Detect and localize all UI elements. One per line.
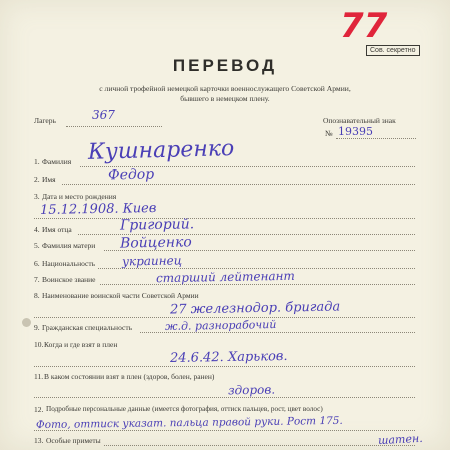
document-title: ПЕРЕВОД <box>172 56 278 75</box>
field-number: 1. <box>34 157 40 166</box>
field-number: 13. <box>34 436 44 445</box>
field-number: 3. <box>34 192 40 201</box>
document-subtitle-line-2: бывшего в немецком плену. <box>180 94 270 103</box>
field-line <box>104 445 415 446</box>
id-mark-line <box>336 138 416 139</box>
field-number: 2. <box>34 175 40 184</box>
field-value-condition: здоров. <box>227 382 276 398</box>
field-label-civil-specialty: Гражданская специальность <box>42 323 133 332</box>
document-subtitle-line-1: с личной трофейной немецкой карточки военнослужащего Советской Армии, <box>99 84 351 93</box>
field-label-mother-surname: Фамилия матери <box>42 241 96 250</box>
camp-line <box>66 126 162 127</box>
field-label-special-marks: Особые приметы <box>46 436 101 445</box>
field-label-condition: В каком состоянии взят в плен (здоров, болен, ранен) <box>44 372 215 381</box>
field-label-military-unit: Наименование воинской части Советской Армии <box>42 291 199 300</box>
field-label-rank: Воинское звание <box>42 275 96 284</box>
field-number: 9. <box>34 323 40 332</box>
field-number: 6. <box>34 259 40 268</box>
id-mark-value: 19395 <box>338 125 373 138</box>
field-value-capture: 24.6.42. Харьков. <box>169 348 288 367</box>
field-value-birth: 15.12.1908. Киев <box>39 200 157 219</box>
field-label-birth: Дата и место рождения <box>42 192 117 201</box>
field-line <box>34 317 415 318</box>
id-mark-prefix: № <box>325 129 333 138</box>
archive-stamp-number: 77 <box>340 6 388 46</box>
field-label-nationality: Национальность <box>42 259 96 268</box>
field-number: 4. <box>34 225 40 234</box>
field-value-military-unit: 27 железнодор. бригада <box>169 299 341 318</box>
punch-hole <box>22 318 31 327</box>
classification-mark: Сов. секретно <box>366 45 420 56</box>
field-line <box>100 284 415 285</box>
field-value-civil-specialty: ж.д. разнорабочий <box>164 318 277 333</box>
field-value-personal-data: Фото, оттиск указат. пальца правой руки. Рост 175. <box>35 414 343 432</box>
field-number: 5. <box>34 241 40 250</box>
field-line <box>34 397 415 398</box>
field-label-personal-data: Подробные персональные данные (имеется фотография, оттиск пальцев, рост, цвет волос) <box>46 405 323 413</box>
field-value-special-marks: шатен. <box>377 431 423 448</box>
field-value-father-name: Григорий. <box>119 216 195 234</box>
field-value-rank: старший лейтенант <box>155 268 295 286</box>
field-number: 8. <box>34 291 40 300</box>
field-line <box>62 184 415 185</box>
id-mark-label: Опознавательный знак <box>323 116 396 125</box>
field-number: 12. <box>34 405 44 414</box>
field-label-first-name: Имя <box>42 175 56 184</box>
field-line <box>34 218 415 219</box>
field-number: 7. <box>34 275 40 284</box>
field-number: 10. <box>34 340 44 349</box>
field-label-father-name: Имя отца <box>42 225 72 234</box>
field-value-nationality: украинец <box>121 253 183 269</box>
field-line <box>34 366 415 367</box>
field-value-surname: Кушнаренко <box>87 136 235 165</box>
camp-value: 367 <box>92 108 115 122</box>
camp-label: Лагерь <box>34 116 56 125</box>
field-label-surname: Фамилия <box>42 157 72 166</box>
field-value-first-name: Федор <box>107 166 155 184</box>
field-number: 11. <box>34 372 44 381</box>
field-value-mother-surname: Войценко <box>119 234 192 252</box>
field-label-capture: Когда и где взят в плен <box>44 340 118 349</box>
